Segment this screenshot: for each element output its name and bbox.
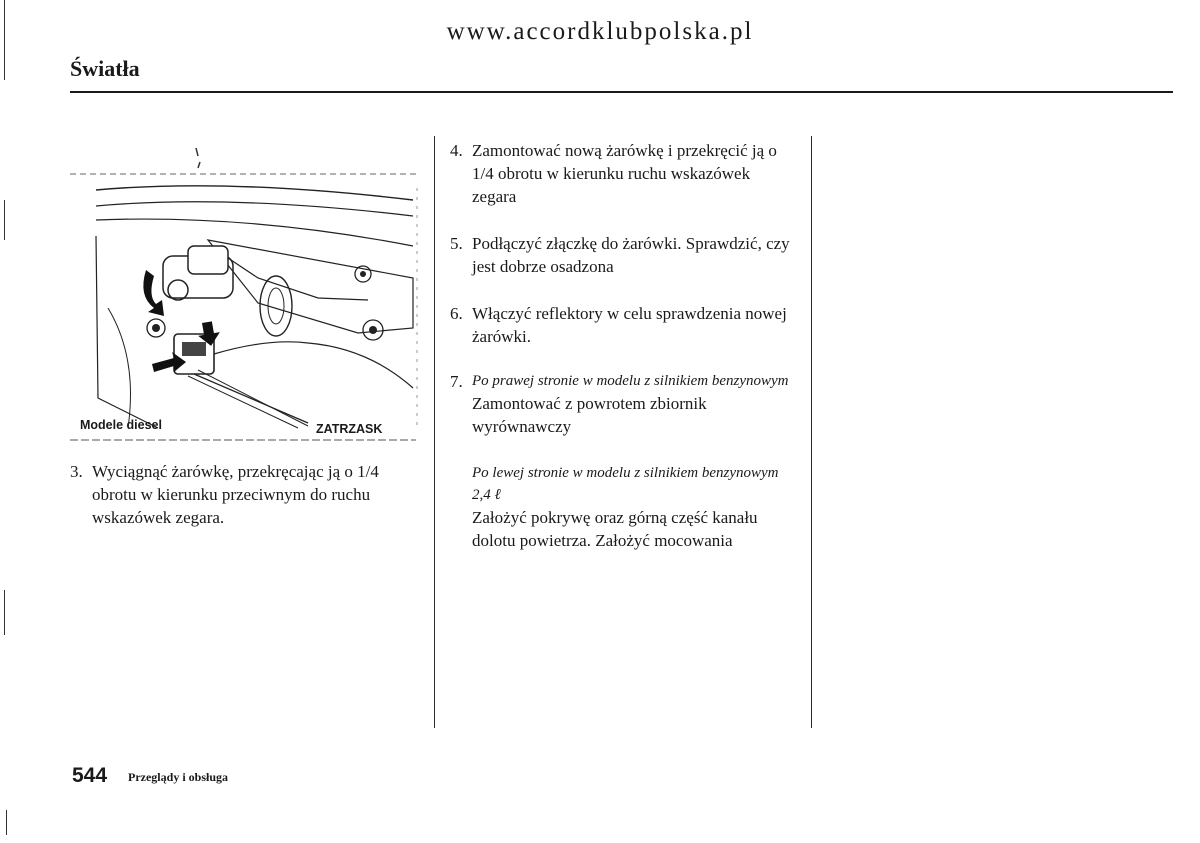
engine-illustration	[68, 128, 420, 446]
note-text: Założyć pokrywę oraz górną część kanału dolotu powietrza. Założyć mocowania	[472, 508, 758, 550]
step-text: Podłączyć złączkę do żarówki. Sprawdzić, czy jest dobrze osadzona	[472, 234, 790, 276]
margin-mark	[4, 590, 5, 635]
note-block	[450, 462, 795, 552]
step-number: 3.	[70, 462, 83, 481]
footer-section-label: Przeglądy i obsługa	[128, 770, 229, 784]
right-column	[450, 139, 795, 552]
header-rule	[70, 91, 1173, 93]
column-divider-right	[811, 136, 812, 728]
figure-label-latch: ZATRZASK	[316, 422, 383, 436]
margin-mark	[6, 810, 7, 835]
section-title: Światła	[70, 56, 140, 81]
step-item	[70, 460, 420, 529]
step-item	[450, 370, 795, 438]
step-item	[450, 139, 795, 208]
step-item	[450, 232, 795, 278]
site-url: www.accordklubpolska.pl	[446, 18, 754, 45]
step-item	[450, 302, 795, 348]
left-column	[70, 460, 420, 529]
page-number: 544	[72, 764, 108, 787]
step-text: Włączyć reflektory w celu sprawdzenia nowej żarówki.	[472, 304, 787, 346]
step-number: 5.	[450, 234, 463, 253]
note-subtitle: Po lewej stronie w modelu z silnikiem benzynowym 2,4 ℓ	[472, 465, 779, 503]
step-text: Zamontować nową żarówkę i przekręcić ją o 1/4 obrotu w kierunku ruchu wskazówek zegara	[472, 141, 777, 206]
column-divider-left	[434, 136, 435, 728]
margin-mark	[4, 0, 5, 80]
step-number: 4.	[450, 141, 463, 160]
figure-label-model: Modele diesel	[80, 418, 162, 432]
step-number: 7.	[450, 372, 463, 391]
step-content	[472, 370, 795, 438]
step-text: Wyciągnąć żarówkę, przekręcając ją o 1/4 obrotu w kierunku przeciwnym do ruchu wskazówek zegara.	[92, 462, 379, 527]
engine-drawing	[68, 128, 420, 446]
step-subtitle: Po prawej stronie w modelu z silnikiem benzynowym	[472, 373, 789, 389]
step-number: 6.	[450, 304, 463, 323]
step-text: Zamontować z powrotem zbiornik wyrównawczy	[472, 394, 707, 436]
margin-mark	[4, 200, 5, 240]
